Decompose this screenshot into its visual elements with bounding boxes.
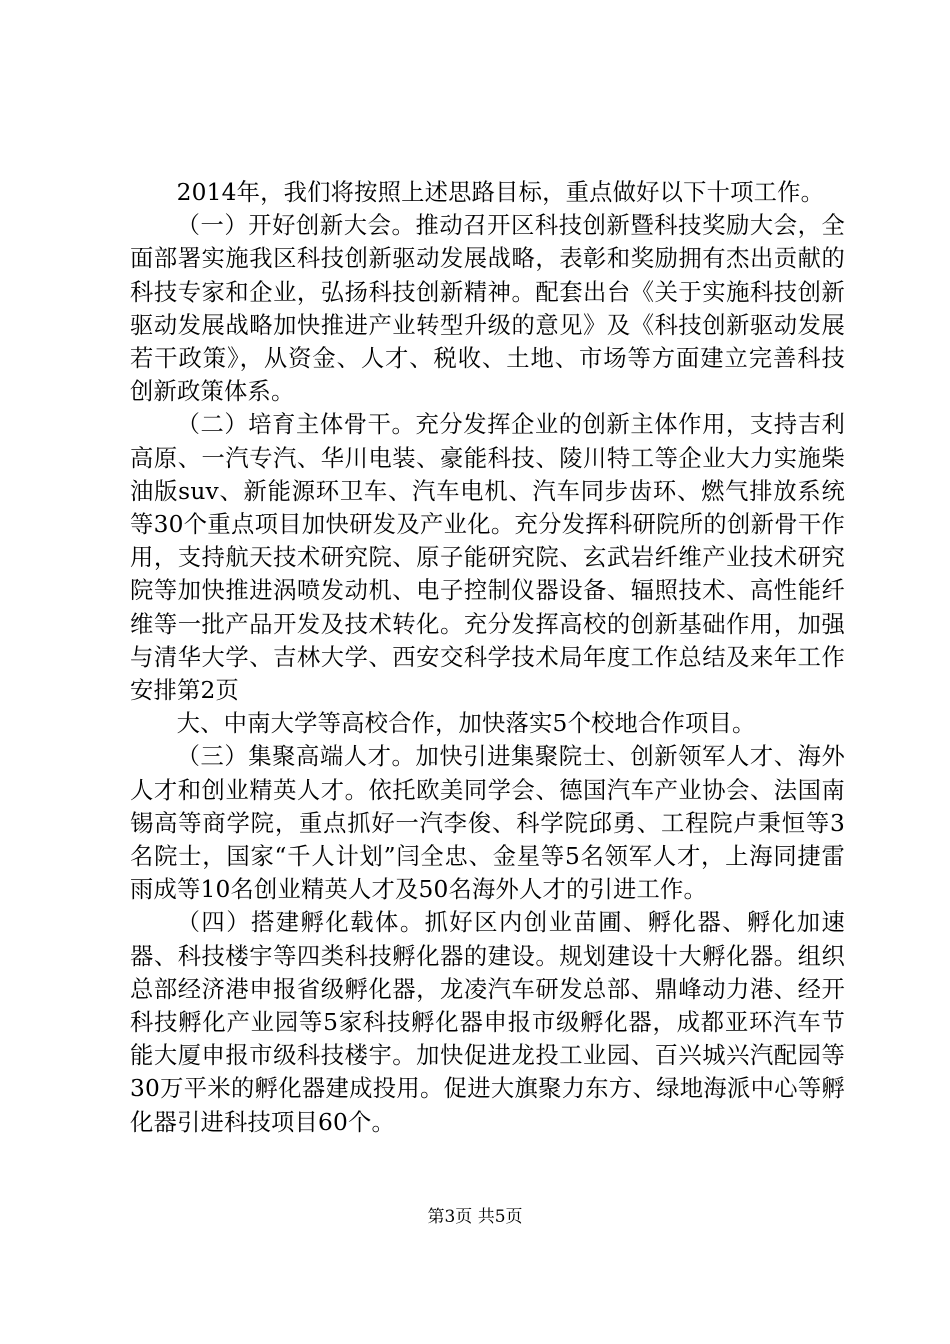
paragraph-section-1: （一）开好创新大会。推动召开区科技创新暨科技奖励大会，全面部署实施我区科技创新驱动发展战略，表彰和奖励拥有杰出贡献的科技专家和企业，弘扬科技创新精神。配套出台《关于实施科技创新驱动发展战略加快推进产业转型升级的意见》及《科技创新驱动发展若干政策》，从资金、人才、税收、土地、市场等方面建立完善科技创新政策体系。: [130, 212, 845, 406]
paragraph-intro: 2014年，我们将按照上述思路目标，重点做好以下十项工作。: [176, 179, 825, 206]
paragraph-section-4: （四）搭建孵化载体。抓好区内创业苗圃、孵化器、孵化加速器、科技楼宇等四类科技孵化器的建设。规划建设十大孵化器。组织总部经济港申报省级孵化器，龙凌汽车研发总部、鼎峰动力港、经开科技孵化产业园等5家科技孵化器申报市级孵化器，成都亚环汽车节能大厦申报市级科技楼宇。加快促进龙投工业园、百兴城兴汽配园等30万平米的孵化器建成投用。促进大旗聚力东方、绿地海派中心等孵化器引进科技项目60个。: [130, 909, 845, 1136]
page-number-footer: 第3页 共5页: [427, 1207, 523, 1227]
paragraph-section-2: （二）培育主体骨干。充分发挥企业的创新主体作用，支持吉利高原、一汽专汽、华川电装、豪能科技、陵川特工等企业大力实施柴油版suv、新能源环卫车、汽车电机、汽车同步齿环、燃气排放系统等30个重点项目加快研发及产业化。充分发挥科研院所的创新骨干作用，支持航天技术研究院、原子能研究院、玄武岩纤维产业技术研究院等加快推进涡喷发动机、电子控制仪器设备、辐照技术、高性能纤维等一批产品开发及技术转化。充分发挥高校的创新基础作用，加强与清华大学、吉林大学、西安交科学技术局年度工作总结及来年工作安排第2页: [130, 411, 845, 705]
paragraph-continuation: 大、中南大学等高校合作，加快落实5个校地合作项目。: [176, 710, 756, 738]
paragraph-section-3: （三）集聚高端人才。加快引进集聚院士、创新领军人才、海外人才和创业精英人才。依托欧美同学会、德国汽车产业协会、法国南锡高等商学院，重点抓好一汽李俊、科学院邱勇、工程院卢秉恒等3名院士，国家“千人计划”闫全忠、金星等5名领军人才，上海同捷雷雨成等10名创业精英人才及50名海外人才的引进工作。: [130, 743, 845, 904]
document-body: [130, 176, 845, 1139]
